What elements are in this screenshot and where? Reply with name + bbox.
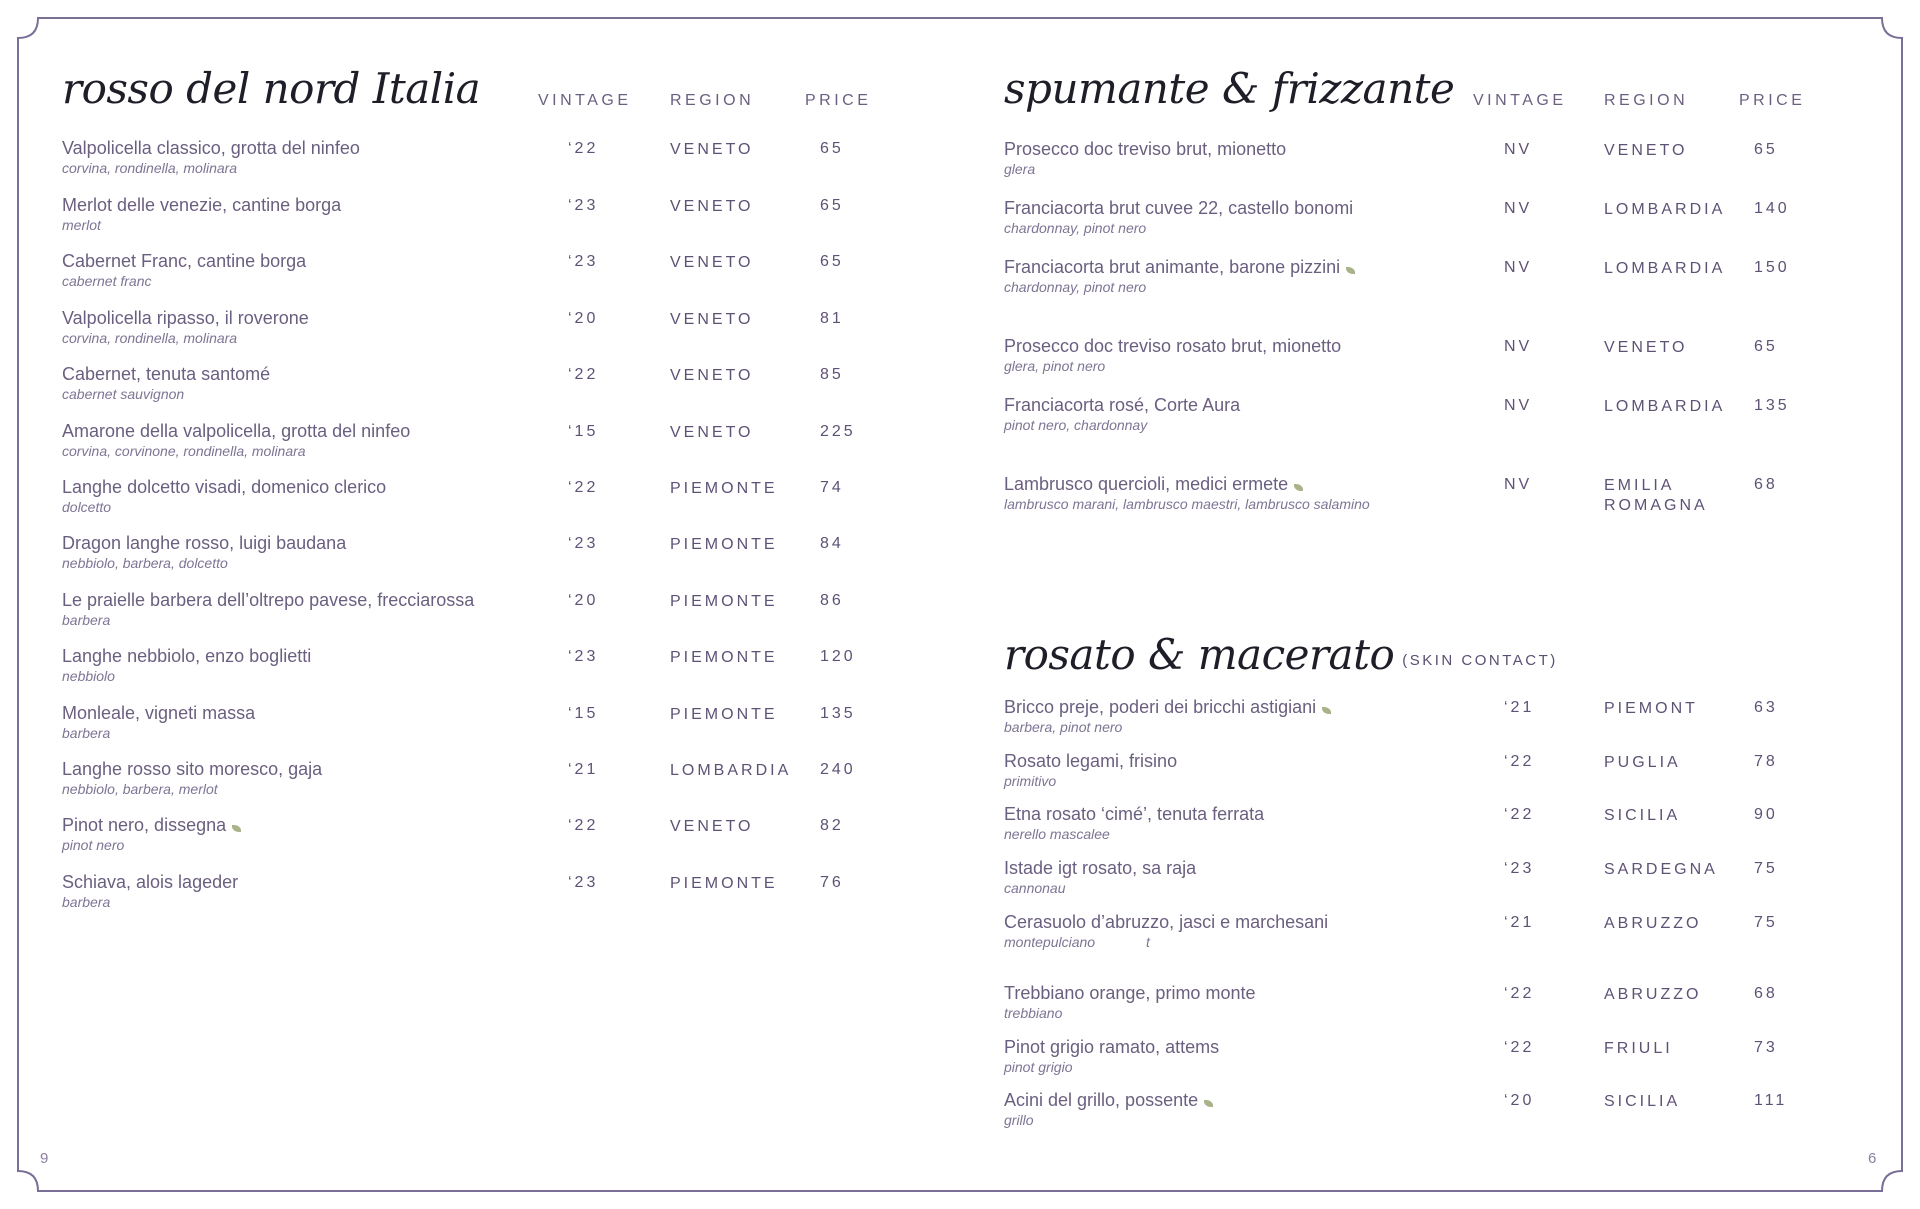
wine-name: Bricco preje, poderi dei bricchi astigiani bbox=[1004, 697, 1331, 718]
price: 78 bbox=[1754, 753, 1778, 770]
price: 150 bbox=[1754, 259, 1790, 276]
leaf-icon bbox=[1346, 267, 1355, 274]
vintage: ‘21 bbox=[1504, 914, 1535, 931]
leaf-icon bbox=[1322, 707, 1331, 714]
region: VENETO bbox=[670, 424, 754, 441]
wine-name: Schiava, alois lageder bbox=[62, 872, 239, 892]
vintage: ‘22 bbox=[568, 366, 599, 383]
wine-name: Cabernet Franc, cantine borga bbox=[62, 251, 307, 271]
vintage: NV bbox=[1504, 259, 1533, 276]
region: PIEMONTE bbox=[670, 706, 778, 723]
vintage: ‘22 bbox=[568, 479, 599, 496]
price: 76 bbox=[820, 874, 844, 891]
price: 140 bbox=[1754, 200, 1790, 217]
rosso-region-header: REGION bbox=[670, 92, 755, 109]
grape-varieties: corvina, rondinella, molinara bbox=[62, 330, 238, 346]
region: PIEMONTE bbox=[670, 536, 778, 553]
wine-name: Prosecco doc treviso rosato brut, mionetto bbox=[1004, 336, 1342, 356]
region: PIEMONTE bbox=[670, 480, 778, 497]
wine-name: Le praielle barbera dell’oltrepo pavese, frecciarossa bbox=[62, 590, 475, 610]
wine-name: Langhe rosso sito moresco, gaja bbox=[62, 759, 323, 779]
leaf-icon bbox=[1204, 1100, 1213, 1107]
vintage: NV bbox=[1504, 338, 1533, 355]
wine-name: Cerasuolo d’abruzzo, jasci e marchesani bbox=[1004, 912, 1329, 932]
vintage: ‘22 bbox=[568, 140, 599, 157]
vintage: ‘21 bbox=[568, 761, 599, 778]
wine-name: Monleale, vigneti massa bbox=[62, 703, 256, 723]
vintage: ‘15 bbox=[568, 423, 599, 440]
price: 75 bbox=[1754, 914, 1778, 931]
wine-name: Pinot nero, dissegna bbox=[62, 815, 241, 836]
region: LOMBARDIA bbox=[1604, 398, 1726, 415]
region: VENETO bbox=[1604, 142, 1688, 159]
region: VENETO bbox=[670, 141, 754, 158]
grape-varieties: cabernet sauvignon bbox=[62, 386, 185, 402]
region: ABRUZZO bbox=[1604, 986, 1702, 1003]
region: PIEMONTE bbox=[670, 593, 778, 610]
wine-name: Prosecco doc treviso brut, mionetto bbox=[1004, 139, 1287, 159]
price: 135 bbox=[1754, 397, 1790, 414]
vintage: ‘20 bbox=[568, 592, 599, 609]
wine-name: Amarone della valpolicella, grotta del ninfeo bbox=[62, 421, 411, 441]
region: PUGLIA bbox=[1604, 754, 1681, 771]
leaf-icon bbox=[232, 825, 241, 832]
grape-varieties: trebbiano bbox=[1004, 1005, 1063, 1021]
vintage: ‘23 bbox=[568, 874, 599, 891]
grape-varieties: nebbiolo bbox=[62, 668, 115, 684]
price: 68 bbox=[1754, 985, 1778, 1002]
vintage: ‘15 bbox=[568, 705, 599, 722]
vintage: ‘22 bbox=[1504, 1039, 1535, 1056]
region: LOMBARDIA bbox=[1604, 201, 1726, 218]
vintage: ‘23 bbox=[568, 197, 599, 214]
grape-varieties: chardonnay, pinot nero bbox=[1004, 279, 1147, 295]
wine-name: Dragon langhe rosso, luigi baudana bbox=[62, 533, 347, 553]
region: EMILIA ROMAGNA bbox=[1604, 477, 1708, 514]
price: 65 bbox=[820, 197, 844, 214]
region: ABRUZZO bbox=[1604, 915, 1702, 932]
region: SICILIA bbox=[1604, 1093, 1681, 1110]
wine-name: Valpolicella ripasso, il roverone bbox=[62, 308, 309, 328]
vintage: NV bbox=[1504, 200, 1533, 217]
grape-varieties: barbera bbox=[62, 894, 111, 910]
price: 65 bbox=[1754, 141, 1778, 158]
vintage: ‘22 bbox=[1504, 985, 1535, 1002]
grape-varieties: dolcetto bbox=[62, 499, 112, 515]
grape-varieties: corvina, corvinone, rondinella, molinara bbox=[62, 443, 306, 459]
vintage: NV bbox=[1504, 476, 1533, 493]
wine-name: Pinot grigio ramato, attems bbox=[1004, 1037, 1220, 1057]
grape-varieties: barbera bbox=[62, 725, 111, 741]
price: 84 bbox=[820, 535, 844, 552]
grape-varieties: pinot nero, chardonnay bbox=[1004, 417, 1148, 433]
price: 73 bbox=[1754, 1039, 1778, 1056]
region: VENETO bbox=[670, 254, 754, 271]
price: 65 bbox=[1754, 338, 1778, 355]
wine-name: Lambrusco quercioli, medici ermete bbox=[1004, 474, 1303, 495]
vintage: ‘23 bbox=[568, 535, 599, 552]
grape-varieties: lambrusco marani, lambrusco maestri, lambrusco salamino bbox=[1004, 496, 1370, 512]
page-number-right: 6 bbox=[1868, 1150, 1877, 1167]
wine-name: Etna rosato ‘cimé’, tenuta ferrata bbox=[1004, 804, 1265, 824]
grape-varieties: barbera bbox=[62, 612, 111, 628]
price: 111 bbox=[1754, 1092, 1788, 1109]
spumante-region-header: REGION bbox=[1604, 92, 1689, 109]
spumante-section-title: spumante & frizzante bbox=[1004, 64, 1455, 113]
wine-name: Langhe nebbiolo, enzo boglietti bbox=[62, 646, 312, 666]
price: 65 bbox=[820, 253, 844, 270]
grape-varieties: pinot nero bbox=[62, 837, 125, 853]
region: LOMBARDIA bbox=[670, 762, 792, 779]
rosato-section-title: rosato & macerato bbox=[1004, 630, 1395, 679]
vintage: NV bbox=[1504, 397, 1533, 414]
leaf-icon bbox=[1294, 484, 1303, 491]
grape-varieties: nerello mascalee bbox=[1004, 826, 1110, 842]
price: 63 bbox=[1754, 699, 1778, 716]
grape-varieties: glera bbox=[1004, 161, 1036, 177]
grape-varieties: chardonnay, pinot nero bbox=[1004, 220, 1147, 236]
vintage: ‘23 bbox=[568, 253, 599, 270]
vintage: ‘20 bbox=[568, 310, 599, 327]
spumante-vintage-header: VINTAGE bbox=[1473, 92, 1567, 109]
page-number-left: 9 bbox=[40, 1150, 49, 1167]
price: 74 bbox=[820, 479, 844, 496]
vintage: ‘23 bbox=[568, 648, 599, 665]
price: 75 bbox=[1754, 860, 1778, 877]
price: 240 bbox=[820, 761, 856, 778]
price: 135 bbox=[820, 705, 856, 722]
region: PIEMONT bbox=[1604, 700, 1698, 717]
rosso-section-title: rosso del nord Italia bbox=[62, 64, 481, 113]
grape-varieties: montepulciano bbox=[1004, 934, 1096, 950]
price: 82 bbox=[820, 817, 844, 834]
grape-varieties: merlot bbox=[62, 217, 101, 233]
wine-name: Istade igt rosato, sa raja bbox=[1004, 858, 1197, 878]
region: VENETO bbox=[670, 198, 754, 215]
wine-name: Cabernet, tenuta santomé bbox=[62, 364, 271, 384]
grape-varieties: nebbiolo, barbera, dolcetto bbox=[62, 555, 228, 571]
price: 86 bbox=[820, 592, 844, 609]
grape-varieties: cannonau bbox=[1004, 880, 1066, 896]
price: 65 bbox=[820, 140, 844, 157]
region: VENETO bbox=[670, 818, 754, 835]
vintage: ‘21 bbox=[1504, 699, 1535, 716]
vintage: ‘22 bbox=[568, 817, 599, 834]
wine-name: Franciacorta brut cuvee 22, castello bonomi bbox=[1004, 198, 1354, 218]
rosso-vintage-header: VINTAGE bbox=[538, 92, 632, 109]
wine-name: Trebbiano orange, primo monte bbox=[1004, 983, 1256, 1003]
region: VENETO bbox=[670, 311, 754, 328]
vintage: ‘23 bbox=[1504, 860, 1535, 877]
region: PIEMONTE bbox=[670, 875, 778, 892]
wine-name: Acini del grillo, possente bbox=[1004, 1090, 1213, 1111]
grape-varieties: cabernet franc bbox=[62, 273, 152, 289]
grape-varieties: grillo bbox=[1004, 1112, 1034, 1128]
wine-name: Valpolicella classico, grotta del ninfeo bbox=[62, 138, 360, 158]
wine-name: Franciacorta brut animante, barone pizzini bbox=[1004, 257, 1355, 278]
rosato-title-block bbox=[1004, 630, 1558, 679]
region: SICILIA bbox=[1604, 807, 1681, 824]
grape-note: t bbox=[1146, 934, 1150, 950]
rosato-section-subtitle: (SKIN CONTACT) bbox=[1402, 652, 1558, 669]
vintage: ‘20 bbox=[1504, 1092, 1535, 1109]
wine-name: Langhe dolcetto visadi, domenico clerico bbox=[62, 477, 387, 497]
price: 90 bbox=[1754, 806, 1778, 823]
spumante-price-header: PRICE bbox=[1739, 92, 1806, 109]
grape-varieties: glera, pinot nero bbox=[1004, 358, 1106, 374]
rosso-price-header: PRICE bbox=[805, 92, 872, 109]
vintage: ‘22 bbox=[1504, 806, 1535, 823]
price: 120 bbox=[820, 648, 856, 665]
price: 68 bbox=[1754, 476, 1778, 493]
vintage: ‘22 bbox=[1504, 753, 1535, 770]
price: 225 bbox=[820, 423, 856, 440]
wine-name: Franciacorta rosé, Corte Aura bbox=[1004, 395, 1241, 415]
wine-name: Merlot delle venezie, cantine borga bbox=[62, 195, 342, 215]
vintage: NV bbox=[1504, 141, 1533, 158]
region: VENETO bbox=[1604, 339, 1688, 356]
wine-name: Rosato legami, frisino bbox=[1004, 751, 1178, 771]
grape-varieties: barbera, pinot nero bbox=[1004, 719, 1123, 735]
grape-varieties: pinot grigio bbox=[1004, 1059, 1073, 1075]
region: FRIULI bbox=[1604, 1040, 1673, 1057]
region: PIEMONTE bbox=[670, 649, 778, 666]
grape-varieties: primitivo bbox=[1004, 773, 1057, 789]
price: 85 bbox=[820, 366, 844, 383]
region: LOMBARDIA bbox=[1604, 260, 1726, 277]
region: SARDEGNA bbox=[1604, 861, 1718, 878]
grape-varieties: corvina, rondinella, molinara bbox=[62, 160, 238, 176]
region: VENETO bbox=[670, 367, 754, 384]
price: 81 bbox=[820, 310, 844, 327]
grape-varieties: nebbiolo, barbera, merlot bbox=[62, 781, 218, 797]
